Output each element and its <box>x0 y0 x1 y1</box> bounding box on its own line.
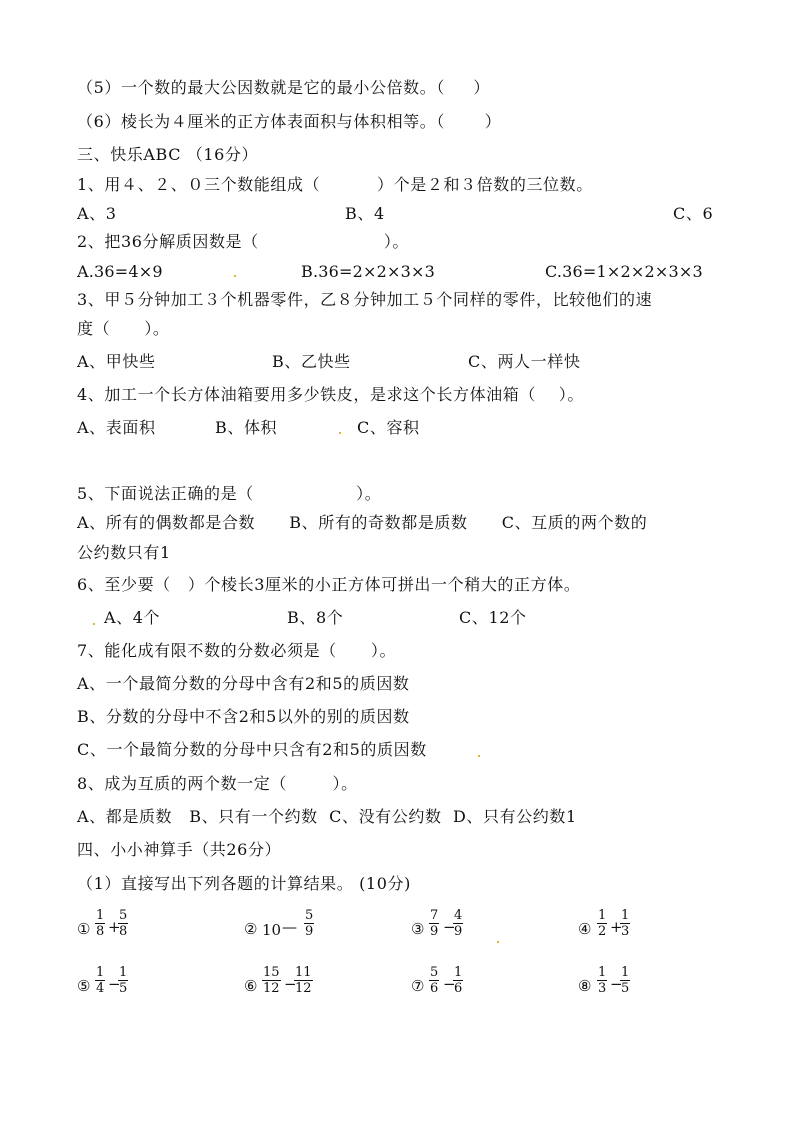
fraction-b: $\frac{1}{3}$ <box>621 908 630 939</box>
q6-option-a: A、4个 <box>104 608 161 627</box>
item-index: ⑤ <box>77 977 91 995</box>
fraction-b: $\frac{1}{6}$ <box>454 965 463 996</box>
operator: − <box>108 975 121 993</box>
q3-option-c: C、两人一样快 <box>468 352 581 371</box>
judge-item-5: （5）一个数的最大公因数就是它的最小公倍数。（ ） <box>77 78 491 97</box>
stray-dot <box>234 275 236 277</box>
q4-option-c: C、容积 <box>357 418 420 437</box>
section4-sub1: （1）直接写出下列各题的计算结果。 (10分) <box>77 874 411 893</box>
question-5: 5、下面说法正确的是（ ）。 <box>77 484 382 503</box>
q2-option-b: B.36=2×2×3×3 <box>301 262 435 281</box>
stray-dot <box>497 941 499 943</box>
question-4: 4、加工一个长方体油箱要用多少铁皮，是求这个长方体油箱（ ）。 <box>77 385 584 404</box>
operator: — <box>282 918 297 936</box>
fraction-a: $\frac{15}{12}$ <box>263 965 280 996</box>
fraction-b: $\frac{1}{5}$ <box>119 965 128 996</box>
operator: + <box>108 918 121 936</box>
stray-dot <box>478 755 480 757</box>
item-index: ⑧ <box>578 977 592 995</box>
q6-option-c: C、12个 <box>459 608 527 627</box>
item-index: ④ <box>578 920 592 938</box>
operator: − <box>443 975 456 993</box>
operator: − <box>610 975 623 993</box>
fraction-b: $\frac{4}{9}$ <box>454 908 463 939</box>
fraction-b: $\frac{1}{5}$ <box>621 965 630 996</box>
q1-option-b: B、4 <box>345 204 385 223</box>
question-7: 7、能化成有限不数的分数必须是（ ）。 <box>77 641 397 660</box>
fraction-a: $\frac{1}{4}$ <box>96 965 105 996</box>
operator: + <box>610 918 623 936</box>
q3-option-a: A、甲快些 <box>77 352 156 371</box>
question-8: 8、成为互质的两个数一定（ ）。 <box>77 774 358 793</box>
q7-option-b: B、分数的分母中不含2和5以外的别的质因数 <box>77 707 410 726</box>
q1-option-c: C、6 <box>673 204 714 223</box>
item-index: ① <box>77 920 91 938</box>
q8-options: A、都是质数 B、只有一个约数 C、没有公约数 D、只有公约数1 <box>77 807 577 826</box>
fraction-a: $\frac{1}{3}$ <box>598 965 607 996</box>
fraction-b: $\frac{5}{9}$ <box>305 908 314 939</box>
question-5-options: A、所有的偶数都是合数 B、所有的奇数都是质数 C、互质的两个数的 <box>77 513 648 532</box>
operator: − <box>443 918 456 936</box>
q2-option-a: A.36=4×9 <box>77 262 163 281</box>
q6-option-b: B、8个 <box>287 608 344 627</box>
fraction-b: $\frac{11}{12}$ <box>295 965 312 996</box>
stray-dot <box>93 623 95 625</box>
q4-option-b: B、体积 <box>215 418 278 437</box>
fraction-a: $\frac{1}{2}$ <box>598 908 607 939</box>
item-index: ⑦ <box>411 977 425 995</box>
stray-dot <box>339 432 341 434</box>
item-index: ③ <box>411 920 425 938</box>
question-2: 2、把36分解质因数是（ ）。 <box>77 232 410 251</box>
fraction-b: $\frac{5}{8}$ <box>119 908 128 939</box>
fraction-a: $\frac{7}{9}$ <box>430 908 439 939</box>
whole-number: 10 <box>262 921 282 939</box>
fraction-a: $\frac{1}{8}$ <box>96 908 105 939</box>
question-3-line1: 3、甲５分钟加工３个机器零件，乙８分钟加工５个同样的零件，比较他们的速 <box>77 290 653 309</box>
q1-option-a: A、3 <box>77 204 117 223</box>
q3-option-b: B、乙快些 <box>272 352 351 371</box>
q7-option-a: A、一个最简分数的分母中含有2和5的质因数 <box>77 674 410 693</box>
section4-heading: 四、小小神算手（共26分） <box>77 840 282 859</box>
q4-option-a: A、表面积 <box>77 418 156 437</box>
item-index: ② <box>244 920 258 938</box>
question-5-options-cont: 公约数只有1 <box>77 543 171 562</box>
fraction-a: $\frac{5}{6}$ <box>430 965 439 996</box>
question-1: 1、用４、２、０三个数能组成（ ）个是２和３倍数的三位数。 <box>77 175 593 194</box>
q7-option-c: C、一个最简分数的分母中只含有2和5的质因数 <box>77 740 427 759</box>
section3-heading: 三、快乐ABC （16分） <box>77 145 259 164</box>
question-6: 6、至少要（ ）个棱长3厘米的小正方体可拼出一个稍大的正方体。 <box>77 575 581 594</box>
judge-item-6: （6）棱长为４厘米的正方体表面积与体积相等。（ ） <box>77 112 502 131</box>
q2-option-c: C.36=1×2×2×3×3 <box>545 262 703 281</box>
operator: − <box>284 975 297 993</box>
question-3-line2: 度（ ）。 <box>77 319 170 338</box>
item-index: ⑥ <box>244 977 258 995</box>
